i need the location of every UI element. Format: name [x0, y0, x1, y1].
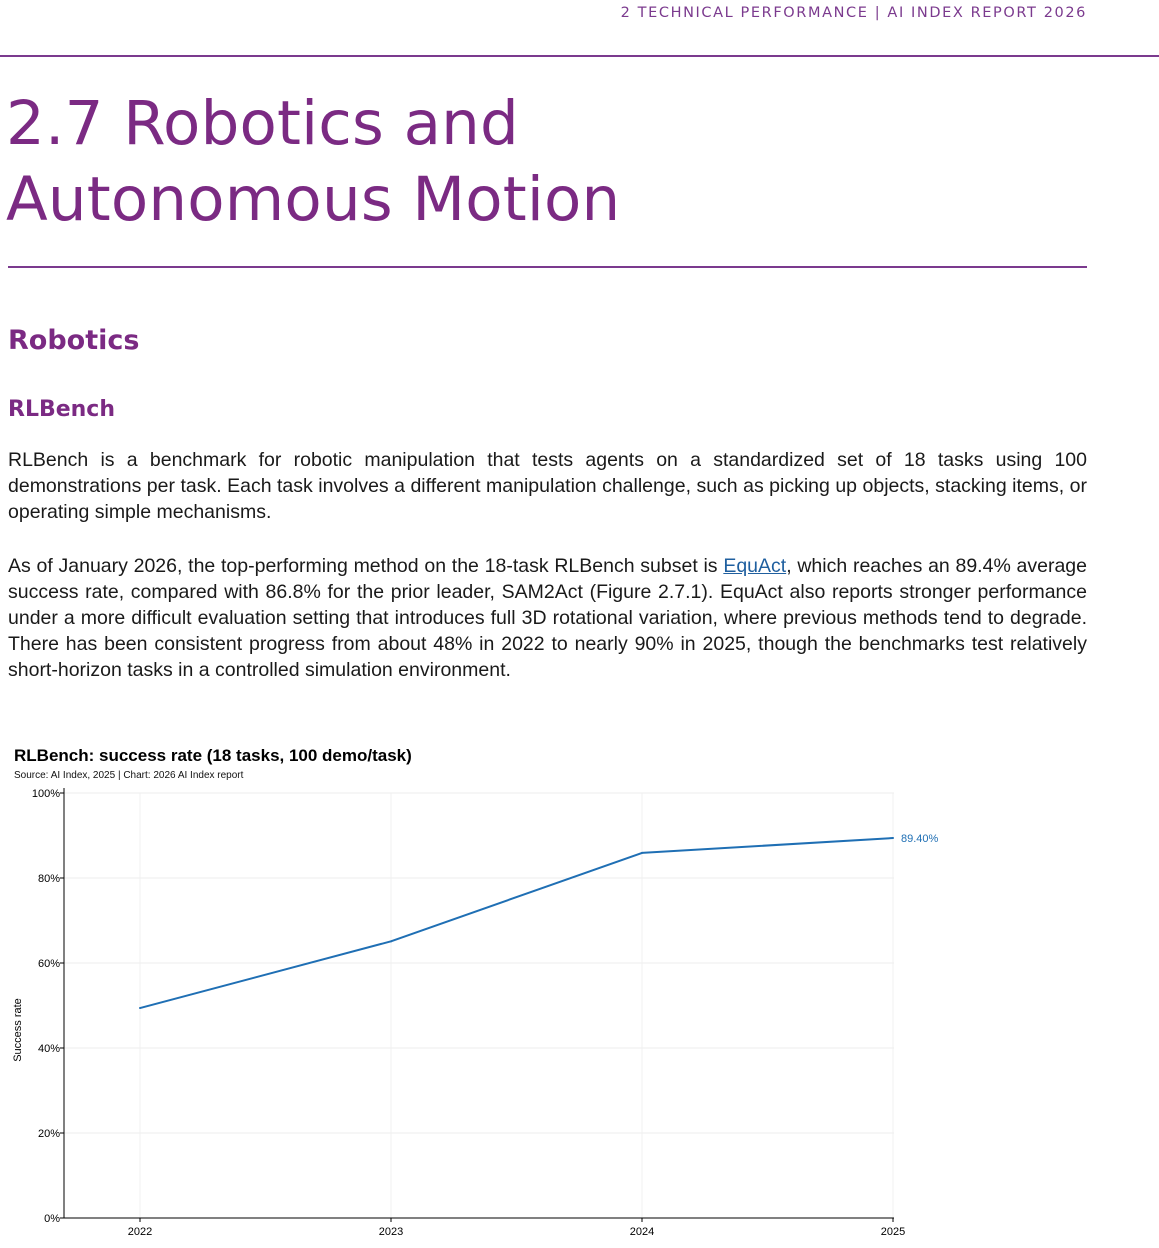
grid-lines: [64, 793, 894, 1218]
subsection-title: RLBench: [8, 397, 116, 422]
x-tick-label: 2022: [127, 1226, 153, 1238]
equact-link[interactable]: EquAct: [723, 555, 787, 577]
y-tick-labels: [32, 788, 64, 1225]
y-tick-label: 40%: [37, 1043, 60, 1055]
x-tick-label: 2023: [378, 1226, 404, 1238]
header-rule: [0, 55, 1159, 57]
paragraph-results-text-1: As of January 2026, the top-performing method on the 18-task RLBench subset is: [8, 555, 724, 577]
y-tick-label: 100%: [31, 788, 60, 800]
data-point: [641, 852, 643, 854]
running-header: 2 TECHNICAL PERFORMANCE | AI INDEX REPORT 2026: [620, 5, 1087, 21]
chapter-title: [6, 86, 620, 238]
data-point: [892, 837, 894, 839]
y-tick-label: 20%: [37, 1128, 60, 1140]
section-title: Robotics: [8, 325, 140, 356]
y-tick-label: 60%: [37, 958, 60, 970]
chapter-rule: [8, 266, 1087, 268]
data-point: [139, 1007, 141, 1009]
chapter-title-line-2: Autonomous Motion: [6, 164, 621, 235]
x-tick-label: 2025: [880, 1226, 906, 1238]
x-tick-label: 2024: [629, 1226, 655, 1238]
x-tick-labels: [128, 1218, 905, 1238]
series-line: [140, 838, 893, 1008]
y-tick-label: 0%: [44, 1213, 60, 1225]
paragraph-intro: RLBench is a benchmark for robotic manipulation that tests agents on a standardized set of 18 tasks using 100 demonstrations per task. Each task involves a different manipulation challenge, such as picking up objects, stacking items, or operating simple mechanisms.: [8, 449, 1087, 523]
data-point: [390, 940, 392, 942]
paragraph-results: [8, 553, 1087, 683]
y-tick-label: 80%: [37, 873, 60, 885]
chart-source: Source: AI Index, 2025 | Chart: 2026 AI Index report: [14, 770, 244, 781]
line-chart: [0, 780, 1159, 1248]
series-layer: [139, 833, 939, 1009]
chapter-title-line-1: 2.7 Robotics and: [6, 88, 519, 159]
end-value-label: 89.40%: [901, 833, 939, 846]
y-axis-label: Success rate: [12, 998, 24, 1062]
paragraph-results-text-2: , which reaches an 89.4% average success rate, compared with 86.8% for the prior leader, SAM2Act (Figure 2.7.1). EquAct also reports stronger performance under a more difficult evaluation setting that introduces full 3D rotational variation, where previous methods tend to degrade. There has been consistent progress from about 48% in 2022 to nearly 90% in 2025, though the benchmarks test relatively short-horizon tasks in a controlled simulation environment.: [8, 555, 1087, 681]
chart-title: RLBench: success rate (18 tasks, 100 demo/task): [14, 746, 412, 765]
